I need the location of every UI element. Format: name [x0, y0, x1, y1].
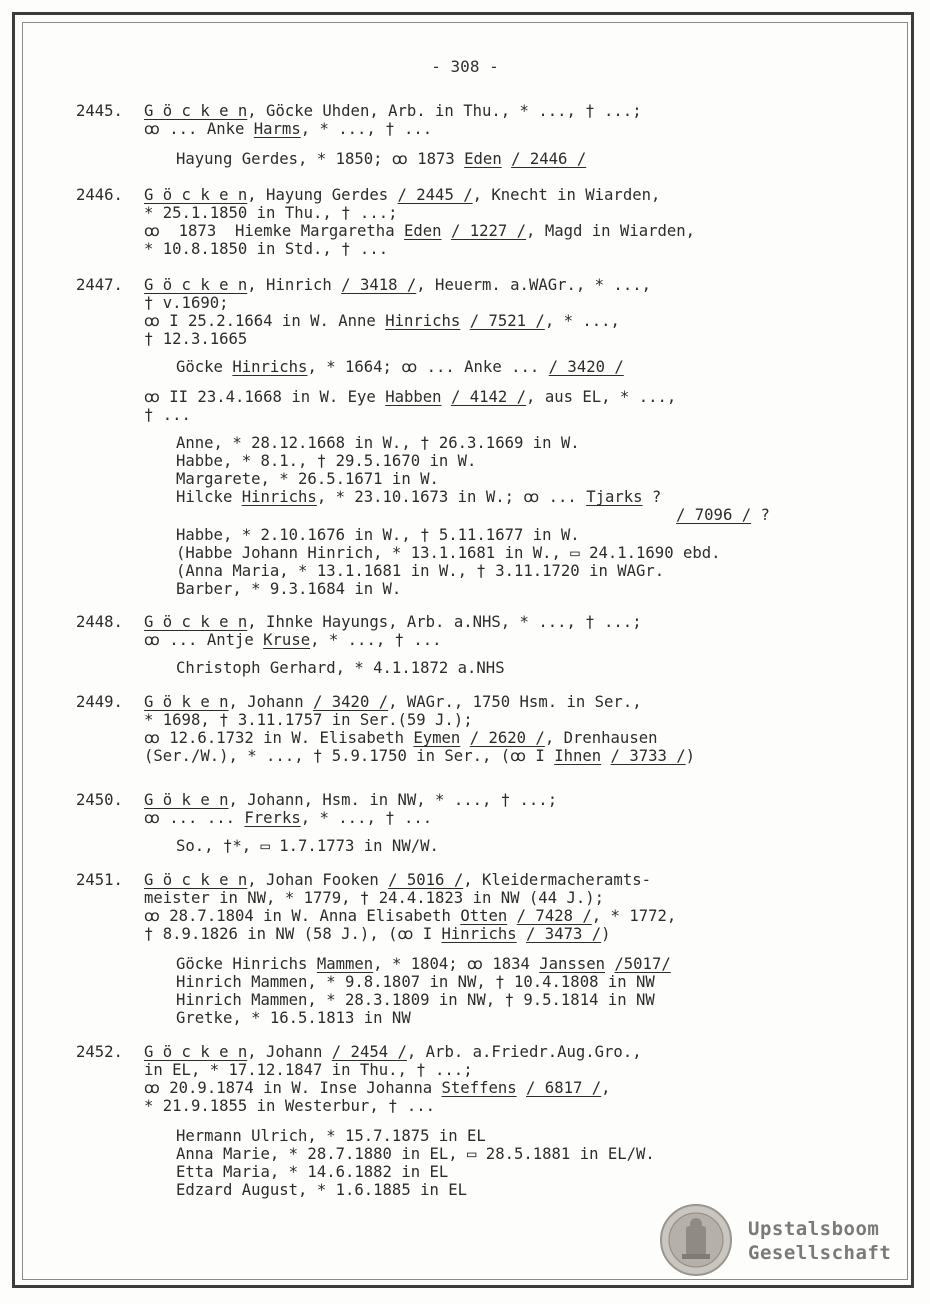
surname: Kruse	[263, 631, 311, 649]
entry-line	[144, 1043, 642, 1061]
entry-text: Habbe, * 8.1., † 29.5.1670 in W.	[176, 452, 477, 470]
entry-text: )	[601, 925, 611, 943]
entry-line	[176, 150, 586, 168]
entry-line	[144, 889, 604, 907]
surname: Eymen	[413, 729, 461, 747]
entry-line	[176, 991, 655, 1009]
entry-line	[144, 1097, 435, 1115]
reference-number: / 7521 /	[469, 312, 545, 330]
reference-number: /5017/	[614, 955, 671, 973]
family-name: G ö c k e n	[144, 186, 248, 204]
entry-number: 2452.	[76, 1043, 123, 1061]
entry-line	[176, 955, 671, 973]
reference-number: / 6817 /	[526, 1079, 602, 1097]
entry-line	[144, 693, 642, 711]
entry-line	[176, 434, 580, 452]
family-name: G ö c k e n	[144, 1043, 248, 1061]
entry-line	[176, 1181, 467, 1199]
entry-text: , Knecht in Wiarden,	[472, 186, 661, 204]
entry-text: ꝏ ... ...	[144, 809, 245, 827]
entry-text: , Arb. a.Friedr.Aug.Gro.,	[406, 1043, 642, 1061]
entry-text: , Drenhausen	[544, 729, 658, 747]
entry-line	[144, 294, 229, 312]
surname: Hinrichs	[241, 488, 317, 506]
entry-text	[460, 312, 469, 330]
reference-number: / 3420 /	[313, 693, 389, 711]
entry-text: ,	[601, 1079, 611, 1097]
entry-text: , Göcke Uhden, Arb. in Thu., * ..., † ...;	[247, 102, 642, 120]
entry-line	[176, 1163, 448, 1181]
surname: Eden	[464, 150, 502, 168]
entry-text: ꝏ 28.7.1804 in W. Anna Elisabeth	[144, 907, 461, 925]
entry-text: † ...	[144, 406, 191, 424]
entry-text: ꝏ ... Antje	[144, 631, 264, 649]
entry-line	[144, 120, 432, 138]
brand-line-1: Upstalsboom	[748, 1218, 880, 1240]
entry-text: Hinrich Mammen, * 9.8.1807 in NW, † 10.4.1808 in NW	[176, 973, 655, 991]
reference-number: / 7428 /	[516, 907, 592, 925]
entry-line	[176, 1009, 411, 1027]
entry-line	[144, 1061, 473, 1079]
entry-text: Göcke Hinrichs	[176, 955, 317, 973]
entry-text: ꝏ 12.6.1732 in W. Elisabeth	[144, 729, 414, 747]
entry-text	[442, 388, 451, 406]
entry-line	[176, 544, 721, 562]
entry-text: ?	[751, 506, 770, 524]
entry-text: * 1698, † 3.11.1757 in Ser.(59 J.);	[144, 711, 473, 729]
entry-line	[144, 729, 658, 747]
entry-text: , * 1772,	[591, 907, 677, 925]
entry-line	[144, 809, 432, 827]
entry-text: † v.1690;	[144, 294, 229, 312]
reference-number: / 3473 /	[526, 925, 602, 943]
family-name: G ö c k e n	[144, 871, 248, 889]
entry-text: , * ..., † ...	[310, 631, 442, 649]
entry-line	[144, 791, 557, 809]
entry-text: Anne, * 28.12.1668 in W., † 26.3.1669 in W.	[176, 434, 580, 452]
reference-number: / 5016 /	[388, 871, 464, 889]
entry-text: , * 1664; ꝏ ... Anke ...	[307, 358, 549, 376]
entry-line	[144, 240, 388, 258]
entry-number: 2450.	[76, 791, 123, 809]
entry-text: Margarete, * 26.5.1671 in W.	[176, 470, 439, 488]
reference-number: / 2454 /	[331, 1043, 407, 1061]
entry-line	[176, 526, 580, 544]
surname: Mammen	[316, 955, 374, 973]
brand-line-2: Gesellschaft	[748, 1242, 892, 1264]
entry-text: , Kleidermacheramts-	[463, 871, 651, 889]
family-name: G ö k e n	[144, 693, 229, 711]
entry-line	[144, 631, 442, 649]
reference-number: / 3733 /	[610, 747, 686, 765]
entry-line	[176, 659, 505, 677]
entry-text: , Johann	[228, 693, 313, 711]
entry-text: , Heuerm. a.WAGr., * ...,	[416, 276, 651, 294]
entry-line	[176, 837, 439, 855]
reference-number: / 7096 /	[676, 506, 752, 524]
entry-line	[144, 222, 695, 240]
entry-text: ꝏ 20.9.1874 in W. Inse Johanna	[144, 1079, 442, 1097]
entry-text: Anna Marie, * 28.7.1880 in EL, ▭ 28.5.1881 in EL/W.	[176, 1145, 655, 1163]
entry-text	[442, 222, 451, 240]
entry-text: , aus EL, * ...,	[526, 388, 677, 406]
entry-line	[144, 406, 191, 424]
family-name: G ö c k e n	[144, 276, 248, 294]
entry-text: Hayung Gerdes, * 1850; ꝏ 1873	[176, 150, 465, 168]
surname: Eden	[403, 222, 442, 240]
entry-line	[144, 312, 620, 330]
reference-number: / 3418 /	[341, 276, 417, 294]
entry-text: (Ser./W.), * ..., † 5.9.1750 in Ser., (ꝏ I	[144, 747, 555, 765]
surname: Ihnen	[554, 747, 602, 765]
entry-line	[144, 907, 676, 925]
entry-text: , * ..., † ...	[300, 120, 433, 138]
entry-text: , Johann	[247, 1043, 332, 1061]
seal-icon	[660, 1204, 732, 1276]
reference-number: / 2445 /	[397, 186, 473, 204]
entry-text: † 12.3.1665	[144, 330, 248, 348]
entry-text: , * 1804; ꝏ 1834	[373, 955, 540, 973]
reference-number: / 2620 /	[469, 729, 545, 747]
entry-text: , Ihnke Hayungs, Arb. a.NHS, * ..., † ...;	[247, 613, 642, 631]
entry-text	[605, 955, 614, 973]
surname: Otten	[460, 907, 508, 925]
entry-text: Gretke, * 16.5.1813 in NW	[176, 1009, 411, 1027]
surname: Habben	[385, 388, 442, 406]
page-number: - 308 -	[431, 57, 499, 76]
entry-line	[176, 1145, 655, 1163]
entry-line	[176, 973, 655, 991]
reference-number: / 3420 /	[548, 358, 624, 376]
entry-line	[144, 388, 676, 406]
entry-line	[176, 580, 401, 598]
entry-text	[517, 925, 526, 943]
entry-line	[144, 330, 247, 348]
entry-text: (Anna Maria, * 13.1.1681 in W., † 3.11.1720 in WAGr.	[176, 562, 665, 580]
surname: Frerks	[244, 809, 301, 827]
entry-text: , Hayung Gerdes	[247, 186, 398, 204]
entry-number: 2451.	[76, 871, 123, 889]
entry-text: So., †*, ▭ 1.7.1773 in NW/W.	[176, 837, 439, 855]
entry-text: , * 23.10.1673 in W.; ꝏ ...	[316, 488, 587, 506]
entry-number: 2448.	[76, 613, 123, 631]
entry-line	[144, 747, 695, 765]
entry-text	[601, 747, 610, 765]
entry-text: Barber, * 9.3.1684 in W.	[176, 580, 402, 598]
entry-text	[517, 1079, 526, 1097]
entry-text: , Johann, Hsm. in NW, * ..., † ...;	[228, 791, 558, 809]
entry-text: ꝏ 1873 Hiemke Margaretha	[144, 222, 404, 240]
entry-line	[176, 452, 476, 470]
entry-line	[176, 470, 439, 488]
entry-text: , * ..., † ...	[300, 809, 433, 827]
family-name: G ö c k e n	[144, 613, 248, 631]
entry-text: , WAGr., 1750 Hsm. in Ser.,	[388, 693, 642, 711]
entry-line	[144, 925, 611, 943]
entry-text: ꝏ I 25.2.1664 in W. Anne	[144, 312, 386, 330]
entry-text: † 8.9.1826 in NW (58 J.), (ꝏ I	[144, 925, 442, 943]
entry-line	[176, 1127, 486, 1145]
entry-line	[144, 1079, 611, 1097]
entry-number: 2447.	[76, 276, 123, 294]
entry-text: Etta Maria, * 14.6.1882 in EL	[176, 1163, 449, 1181]
entry-text: Hermann Ulrich, * 15.7.1875 in EL	[176, 1127, 486, 1145]
entry-line	[144, 186, 660, 204]
entry-text: meister in NW, * 1779, † 24.4.1823 in NW (44 J.);	[144, 889, 605, 907]
entry-text	[460, 729, 469, 747]
surname: Hinrichs	[441, 925, 517, 943]
entry-text: Göcke	[176, 358, 233, 376]
entry-line	[144, 613, 642, 631]
reference-number: / 4142 /	[450, 388, 527, 406]
reference-number: / 1227 /	[450, 222, 527, 240]
entry-line	[144, 102, 642, 120]
entry-text: ꝏ ... Anke	[144, 120, 254, 138]
entry-number: 2449.	[76, 693, 123, 711]
family-name: G ö c k e n	[144, 102, 248, 120]
entry-text: ?	[642, 488, 662, 506]
publisher-logo	[660, 1202, 910, 1278]
entry-text: , Hinrich	[247, 276, 342, 294]
entry-text: Christoph Gerhard, * 4.1.1872 a.NHS	[176, 659, 505, 677]
entry-line	[144, 276, 651, 294]
entry-line	[176, 562, 664, 580]
entry-text: * 21.9.1855 in Westerbur, † ...	[144, 1097, 436, 1115]
entry-number: 2446.	[76, 186, 123, 204]
entry-line	[144, 204, 397, 222]
surname: Janssen	[539, 955, 605, 973]
entry-line	[176, 488, 661, 506]
entry-text: Hinrich Mammen, * 28.3.1809 in NW, † 9.5.1814 in NW	[176, 991, 655, 1009]
entry-line	[144, 871, 651, 889]
surname: Harms	[253, 120, 301, 138]
entry-text	[507, 907, 516, 925]
surname: Hinrichs	[232, 358, 308, 376]
entry-line	[676, 506, 770, 524]
entry-text: ꝏ II 23.4.1668 in W. Eye	[144, 388, 386, 406]
entry-text: Habbe, * 2.10.1676 in W., † 5.11.1677 in W.	[176, 526, 580, 544]
entry-text: in EL, * 17.12.1847 in Thu., † ...;	[144, 1061, 473, 1079]
entry-text: , Magd in Wiarden,	[526, 222, 696, 240]
surname: Hinrichs	[385, 312, 461, 330]
reference-number: / 2446 /	[511, 150, 587, 168]
entry-text	[502, 150, 511, 168]
entry-text: * 10.8.1850 in Std., † ...	[144, 240, 389, 258]
entry-number: 2445.	[76, 102, 123, 120]
entry-text: Hilcke	[176, 488, 242, 506]
entry-text: , * ...,	[544, 312, 620, 330]
entry-line	[144, 711, 473, 729]
entry-text: * 25.1.1850 in Thu., † ...;	[144, 204, 398, 222]
entry-text: (Habbe Johann Hinrich, * 13.1.1681 in W., ▭ 24.1.1690 ebd.	[176, 544, 721, 562]
entry-text: Edzard August, * 1.6.1885 in EL	[176, 1181, 468, 1199]
entry-text: , Johan Fooken	[247, 871, 389, 889]
surname: Steffens	[441, 1079, 517, 1097]
family-name: G ö k e n	[144, 791, 229, 809]
entry-text: )	[685, 747, 696, 765]
surname: Tjarks	[586, 488, 643, 506]
entry-line	[176, 358, 624, 376]
